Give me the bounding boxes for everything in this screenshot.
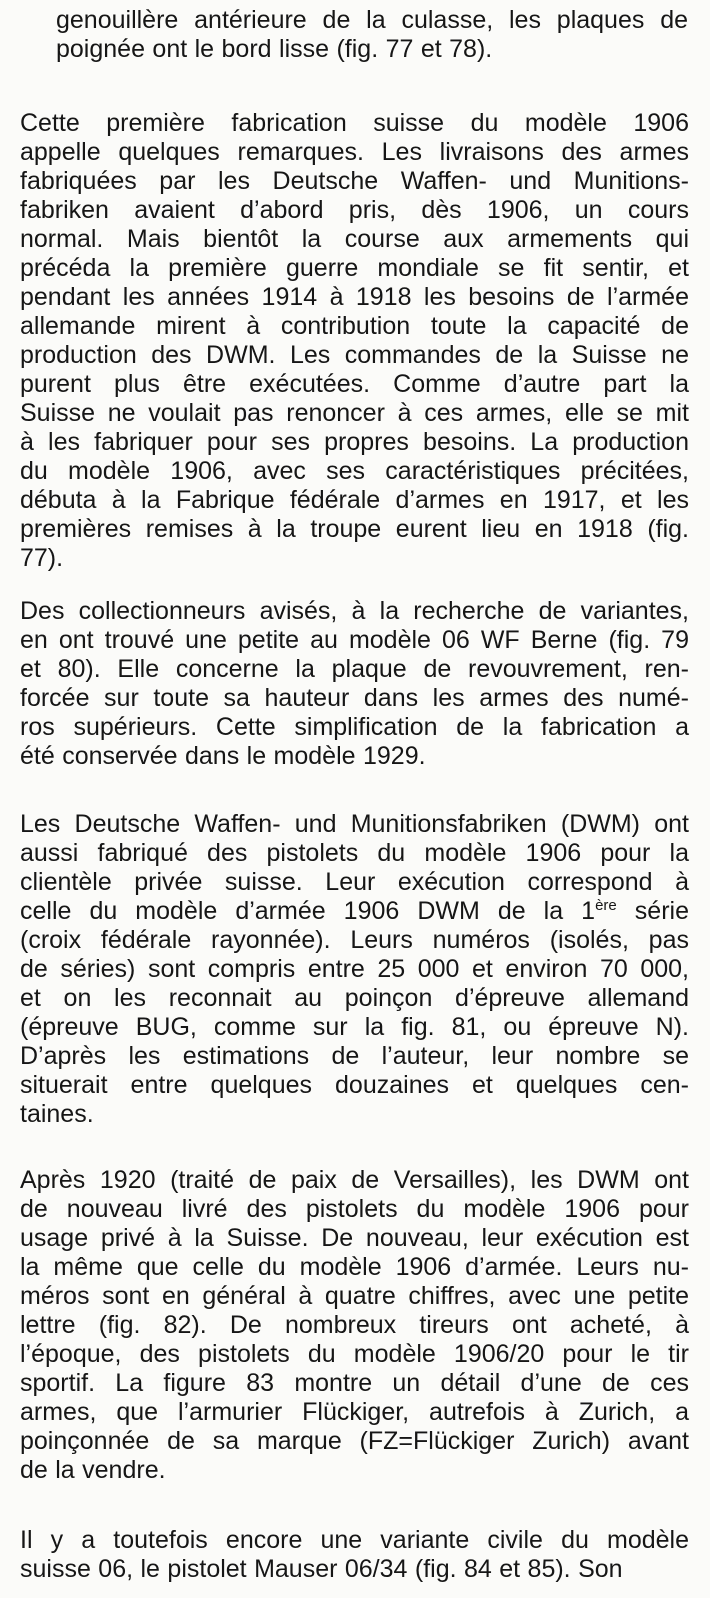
text-line: [20, 544, 689, 573]
text-line: [20, 626, 689, 655]
text-line: [20, 196, 689, 225]
line-text: Suisse ne voulait pas renoncer à ces armes, elle se mit: [20, 399, 689, 427]
line-text: de la vendre.: [20, 1456, 166, 1484]
line-text: et on les reconnait au poinçon d’épreuve allemand: [20, 984, 689, 1012]
text-line: [20, 897, 689, 926]
text-line: [20, 225, 689, 254]
line-text: lettre (fig. 82). De nombreux tireurs ont acheté, à: [20, 1311, 689, 1339]
text-line: [20, 839, 689, 868]
text-line: [56, 6, 688, 35]
line-text: précéda la première guerre mondiale se fit sentir, et: [20, 254, 689, 282]
text-line: [20, 399, 689, 428]
paragraph-5: [20, 1166, 689, 1485]
text-line: [20, 655, 689, 684]
line-text: fabriquées par les Deutsche Waffen- und Munitions-: [20, 167, 689, 195]
line-text: en ont trouvé une petite au modèle 06 WF Berne (fig. 79: [20, 626, 689, 654]
line-text: suisse 06, le pistolet Mauser 06/34 (fig. 84 et 85). Son: [20, 1555, 623, 1583]
text-line: [20, 1253, 689, 1282]
line-text: fabriken avaient d’abord pris, dès 1906, un cours: [20, 196, 689, 224]
text-line: [20, 1340, 689, 1369]
text-line: [20, 283, 689, 312]
text-line: [20, 312, 689, 341]
line-text: celle du modèle d’armée 1906 DWM de la 1: [20, 897, 596, 925]
line-text: à les fabriquer pour ses propres besoins. La production: [20, 428, 689, 456]
text-line: [20, 370, 689, 399]
text-line: [20, 868, 689, 897]
line-text: clientèle privée suisse. Leur exécution correspond à: [20, 868, 689, 896]
text-line: [20, 984, 689, 1013]
text-line: [20, 254, 689, 283]
text-line: [20, 1282, 689, 1311]
line-text: été conservée dans le modèle 1929.: [20, 742, 426, 770]
paragraph-4: [20, 810, 689, 1129]
line-text: 77).: [20, 544, 64, 572]
text-line: [20, 1526, 689, 1555]
text-line: [20, 1311, 689, 1340]
line-text: du modèle 1906, avec ses caractéristiques précitées,: [20, 457, 689, 485]
text-line: [20, 1071, 689, 1100]
line-text: genouillère antérieure de la culasse, les plaques de: [56, 6, 688, 34]
line-text: Il y a toutefois encore une variante civile du modèle: [20, 1526, 689, 1554]
line-text: Cette première fabrication suisse du modèle 1906: [20, 109, 689, 137]
text-line: [20, 742, 689, 771]
line-text: sportif. La figure 83 montre un détail d’une de ces: [20, 1369, 689, 1397]
text-line: [20, 1398, 689, 1427]
line-text: de nouveau livré des pistolets du modèle 1906 pour: [20, 1195, 689, 1223]
text-line: [20, 684, 689, 713]
paragraph-3: [20, 597, 689, 771]
line-text: allemande mirent à contribution toute la capacité de: [20, 312, 689, 340]
line-text: Des collectionneurs avisés, à la recherche de variantes,: [20, 597, 689, 625]
text-line: [20, 1166, 689, 1195]
text-line: [20, 486, 689, 515]
text-line: [20, 1224, 689, 1253]
line-text: aussi fabriqué des pistolets du modèle 1906 pour la: [20, 839, 689, 867]
text-line: [20, 109, 689, 138]
line-text: appelle quelques remarques. Les livraisons des armes: [20, 138, 689, 166]
line-text: taines.: [20, 1100, 94, 1128]
text-line: [20, 167, 689, 196]
line-text: premières remises à la troupe eurent lieu en 1918 (fig.: [20, 515, 689, 543]
superscript: ère: [595, 897, 617, 914]
text-line: [20, 1555, 689, 1584]
line-text: Les Deutsche Waffen- und Munitionsfabriken (DWM) ont: [20, 810, 689, 838]
text-line: [20, 810, 689, 839]
text-line: [56, 35, 688, 64]
text-line: [20, 1042, 689, 1071]
text-line: [20, 1195, 689, 1224]
text-line: [20, 138, 689, 167]
line-text: poignée ont le bord lisse (fig. 77 et 78).: [56, 35, 493, 63]
line-text: Après 1920 (traité de paix de Versailles), les DWM ont: [20, 1166, 689, 1194]
paragraph-1: [56, 6, 688, 64]
line-text: situerait entre quelques douzaines et quelques cen-: [20, 1071, 689, 1099]
line-text: l’époque, des pistolets du modèle 1906/20 pour le tir: [20, 1340, 689, 1368]
line-text: la même que celle du modèle 1906 d’armée. Leurs nu-: [20, 1253, 689, 1281]
text-line: [20, 597, 689, 626]
paragraph-2: [20, 109, 689, 573]
text-line: [20, 457, 689, 486]
text-line: [20, 1427, 689, 1456]
line-text: (épreuve BUG, comme sur la fig. 81, ou épreuve N).: [20, 1013, 689, 1041]
text-line: [20, 515, 689, 544]
text-line: [20, 955, 689, 984]
line-text-continued: série: [616, 897, 689, 925]
line-text: production des DWM. Les commandes de la Suisse ne: [20, 341, 689, 369]
line-text: armes, que l’armurier Flückiger, autrefois à Zurich, a: [20, 1398, 689, 1426]
line-text: méros sont en général à quatre chiffres, avec une petite: [20, 1282, 689, 1310]
text-line: [20, 926, 689, 955]
text-line: [20, 713, 689, 742]
line-text: usage privé à la Suisse. De nouveau, leur exécution est: [20, 1224, 689, 1252]
text-line: [20, 1100, 689, 1129]
line-text: et 80). Elle concerne la plaque de revouvrement, ren-: [20, 655, 689, 683]
line-text: débuta à la Fabrique fédérale d’armes en 1917, et les: [20, 486, 689, 514]
line-text: (croix fédérale rayonnée). Leurs numéros (isolés, pas: [20, 926, 689, 954]
text-line: [20, 1456, 689, 1485]
text-line: [20, 428, 689, 457]
text-line: [20, 341, 689, 370]
line-text: purent plus être exécutées. Comme d’autre part la: [20, 370, 689, 398]
line-text: poinçonnée de sa marque (FZ=Flückiger Zurich) avant: [20, 1427, 689, 1455]
text-line: [20, 1369, 689, 1398]
line-text: pendant les années 1914 à 1918 les besoins de l’armée: [20, 283, 689, 311]
text-line: [20, 1013, 689, 1042]
paragraph-6: [20, 1526, 689, 1584]
line-text: normal. Mais bientôt la course aux armements qui: [20, 225, 689, 253]
line-text: ros supérieurs. Cette simplification de la fabrication a: [20, 713, 689, 741]
line-text: forcée sur toute sa hauteur dans les armes des numé-: [20, 684, 689, 712]
line-text: D’après les estimations de l’auteur, leur nombre se: [20, 1042, 689, 1070]
line-text: de séries) sont compris entre 25 000 et environ 70 000,: [20, 955, 689, 983]
